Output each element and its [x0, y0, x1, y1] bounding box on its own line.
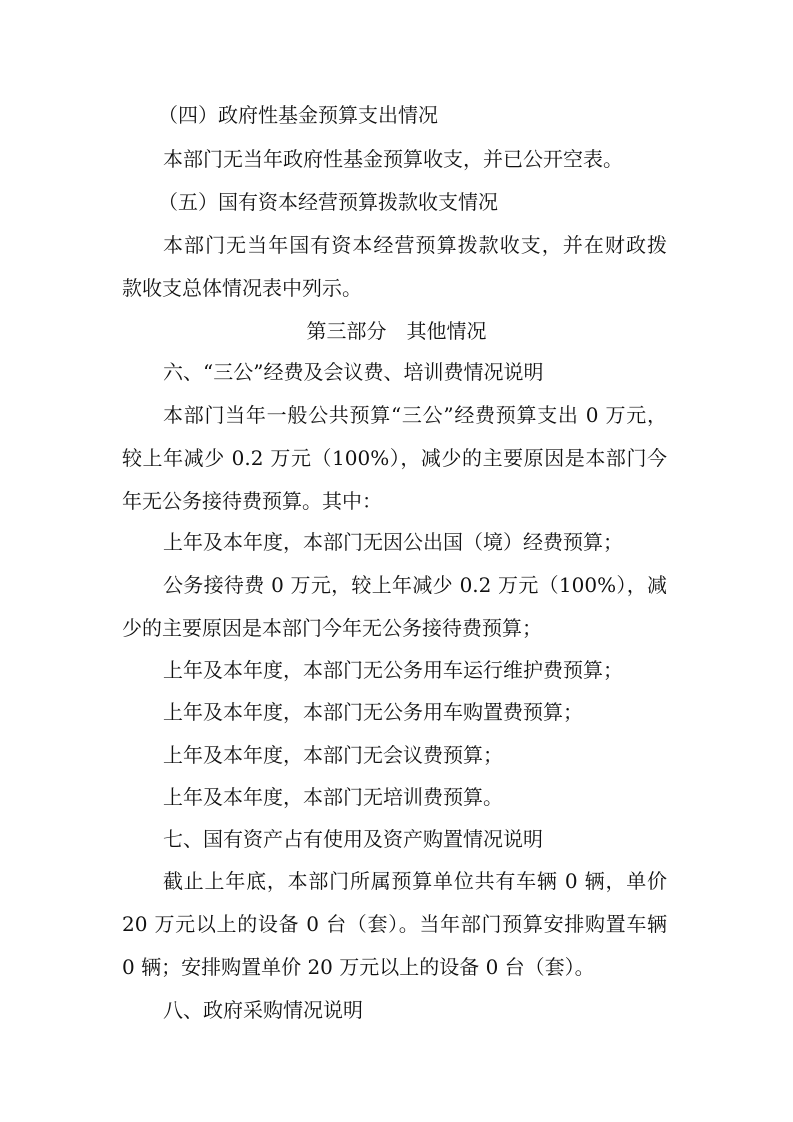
paragraph-line: 上年及本年度，本部门无培训费预算。	[163, 785, 503, 809]
section-heading-procurement: 八、政府采购情况说明	[163, 998, 363, 1022]
paragraph-line: 款收支总体情况表中列示。	[122, 276, 362, 300]
section-title: 第三部分 其他情况	[306, 319, 487, 343]
subheading-government-fund: （四）政府性基金预算支出情况	[158, 103, 438, 127]
paragraph-line: 20 万元以上的设备 0 台（套）。当年部门预算安排购置车辆	[122, 912, 667, 936]
paragraph-line: 较上年减少 0.2 万元（100%），减少的主要原因是本部门今	[122, 446, 667, 470]
paragraph-line: 0 辆；安排购置单价 20 万元以上的设备 0 台（套）。	[122, 955, 595, 979]
paragraph-line: 本部门无当年国有资本经营预算拨款收支，并在财政拨	[163, 233, 667, 257]
section-heading-state-assets: 七、国有资产占有使用及资产购置情况说明	[163, 827, 543, 851]
paragraph-line: 截止上年底，本部门所属预算单位共有车辆 0 辆，单价	[163, 869, 667, 893]
section-heading-three-public: 六、“三公”经费及会议费、培训费情况说明	[163, 360, 544, 384]
paragraph-line: 上年及本年度，本部门无因公出国（境）经费预算；	[163, 530, 623, 554]
paragraph-line: 上年及本年度，本部门无公务用车运行维护费预算；	[163, 658, 623, 682]
subheading-state-capital: （五）国有资本经营预算拨款收支情况	[158, 190, 498, 214]
paragraph-line: 少的主要原因是本部门今年无公务接待费预算；	[122, 616, 542, 640]
paragraph-line: 公务接待费 0 万元，较上年减少 0.2 万元（100%），减	[163, 573, 667, 597]
paragraph-line: 本部门当年一般公共预算“三公”经费预算支出 0 万元，	[163, 403, 667, 427]
paragraph-line: 本部门无当年政府性基金预算收支，并已公开空表。	[163, 147, 623, 171]
paragraph-line: 年无公务接待费预算。其中：	[122, 489, 382, 513]
paragraph-line: 上年及本年度，本部门无公务用车购置费预算；	[163, 700, 583, 724]
paragraph-line: 上年及本年度，本部门无会议费预算；	[163, 743, 503, 767]
